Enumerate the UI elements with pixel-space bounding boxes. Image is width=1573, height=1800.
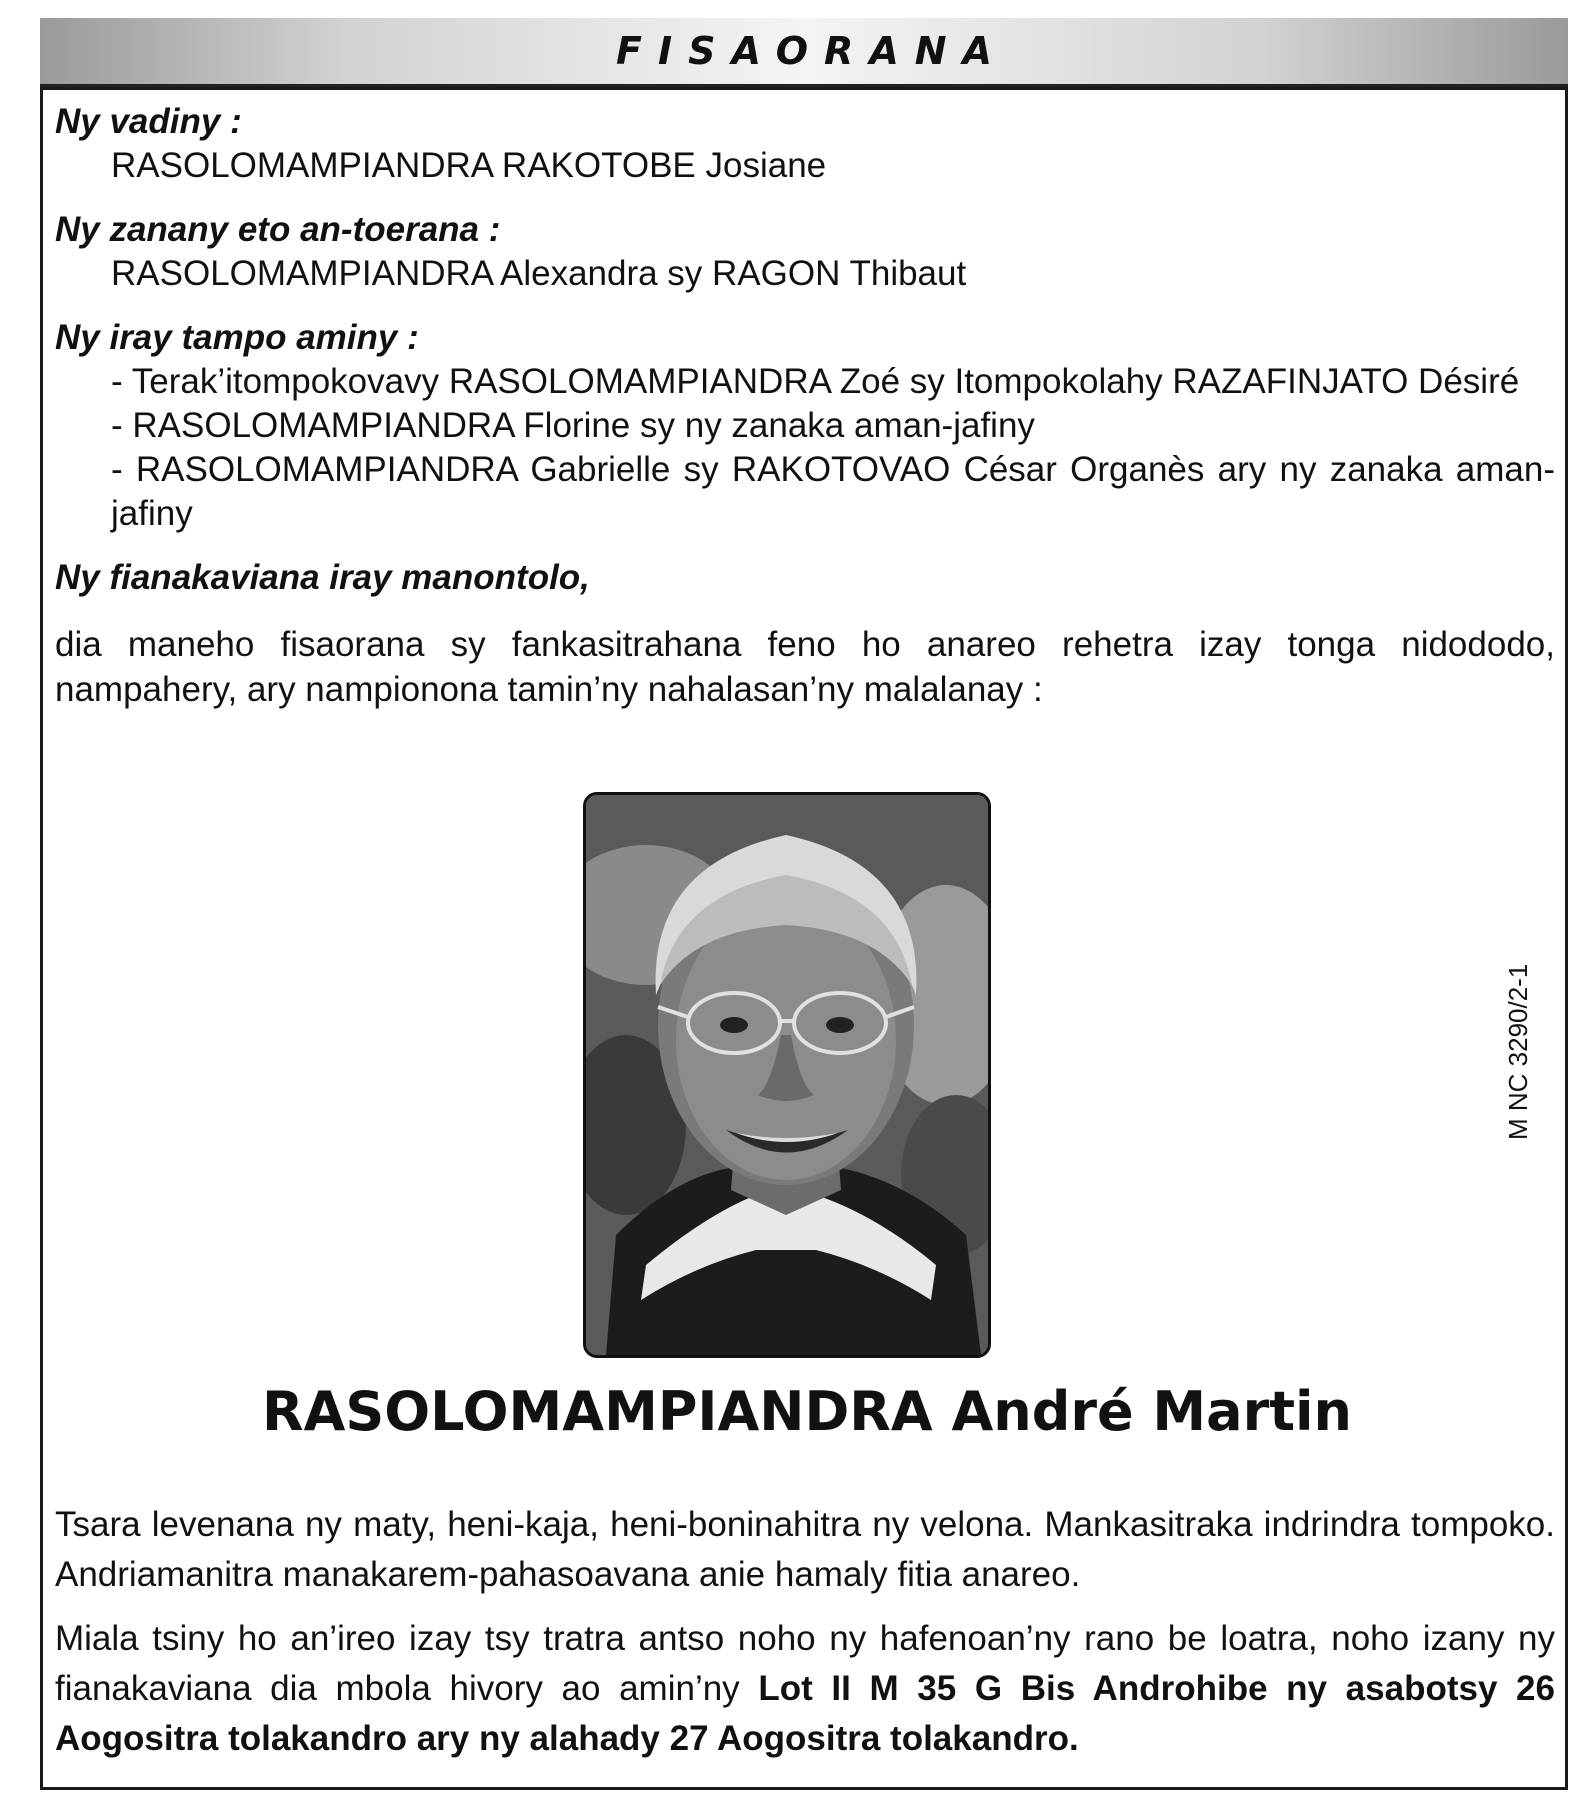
intro-line: nampahery, ary nampionona tamin’ny nahalasan’ny malalanay :	[55, 670, 1043, 709]
sibling-line: - Terak’itompokovavy RASOLOMAMPIANDRA Zoé sy Itompokolahy RAZAFINJATO Désiré	[111, 362, 1520, 401]
closing-paragraph-1: Tsara levenana ny maty, heni-kaja, heni-boninahitra ny velona. Mankasitraka indrindra tompoko. Andriamanitra manakarem-pahasoavana anie hamaly fitia anareo.	[55, 1505, 1555, 1594]
sibling-line: - RASOLOMAMPIANDRA Florine sy ny zanaka aman-jafiny	[111, 406, 1035, 445]
family-label: Ny fianakaviana iray manontolo,	[55, 558, 590, 597]
intro-line: dia maneho fisaorana sy fankasitrahana feno ho anareo rehetra izay tonga nidododo,	[55, 625, 1555, 664]
closing-paragraph-2	[55, 1614, 1555, 1764]
siblings-label: Ny iray tampo aminy :	[55, 318, 419, 357]
obituary-notice	[40, 18, 1568, 1790]
notice-title: FISAORANA	[616, 29, 1008, 73]
closing-bold-text: Lot II M 35 G Bis Androhibe ny asabotsy 26 Aogositra tolakandro ary ny alahady 27 Aogositra tolakandro.	[55, 1669, 1555, 1758]
header-band	[40, 18, 1568, 87]
widow-label: Ny vadiny :	[55, 102, 242, 141]
sibling-line: - RASOLOMAMPIANDRA Gabrielle sy RAKOTOVAO César Organès ary ny zanaka aman-	[111, 450, 1555, 489]
reference-code: M NC 3290/2-1	[1503, 963, 1533, 1140]
closing-text: Miala tsiny ho an’ireo izay tsy tratra antso noho ny hafenoan’ny rano be loatra, noho izany ny fianakaviana dia mbola hivory ao amin’ny	[55, 1619, 1555, 1708]
children-names: RASOLOMAMPIANDRA Alexandra sy RAGON Thibaut	[111, 254, 967, 293]
deceased-portrait	[583, 792, 991, 1358]
children-label: Ny zanany eto an-toerana :	[55, 210, 501, 249]
portrait-illustration	[586, 795, 988, 1355]
widow-name: RASOLOMAMPIANDRA RAKOTOBE Josiane	[111, 146, 827, 185]
deceased-name: RASOLOMAMPIANDRA André Martin	[262, 1380, 1352, 1443]
notice-frame	[40, 87, 1568, 1790]
sibling-line: jafiny	[111, 494, 193, 533]
